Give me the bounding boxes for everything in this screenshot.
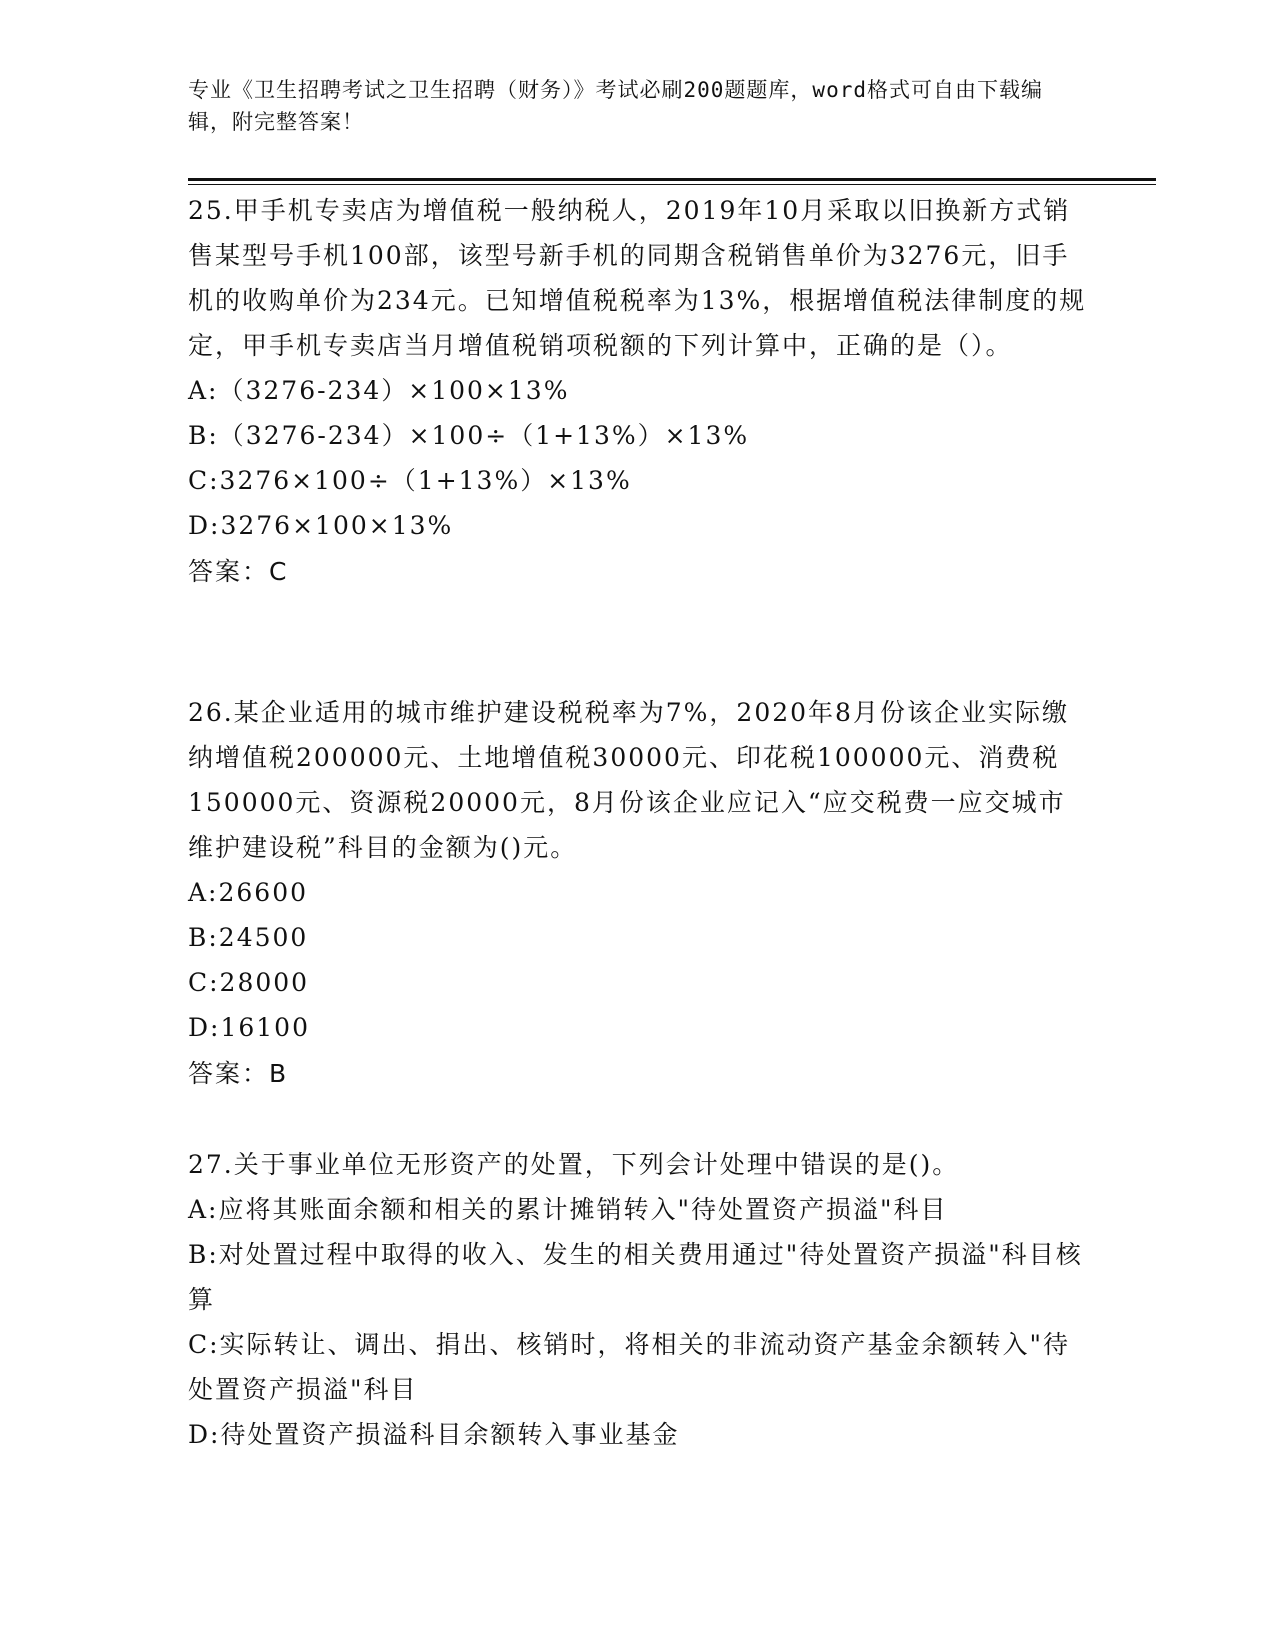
answer-line: 答案：C [188, 557, 289, 586]
option-a: A:应将其账面余额和相关的累计摊销转入"待处置资产损溢"科目 [188, 1195, 948, 1224]
option-a: A:（3276-234）×100×13% [188, 376, 570, 405]
page-header: 专业《卫生招聘考试之卫生招聘（财务）》考试必刷200题题库，word格式可自由下载编辑，附完整答案！ [188, 78, 1043, 134]
option-b: B:对处置过程中取得的收入、发生的相关费用通过"待处置资产损溢"科目核算 [188, 1240, 1083, 1314]
question-25 [188, 188, 1088, 595]
option-b: B:（3276-234）×100÷（1+13%）×13% [188, 421, 750, 450]
question-stem: 27.关于事业单位无形资产的处置，下列会计处理中错误的是()。 [188, 1150, 960, 1179]
option-d: D:待处置资产损溢科目余额转入事业基金 [188, 1420, 680, 1449]
answer-line: 答案：B [188, 1059, 289, 1088]
option-d: D:16100 [188, 1013, 310, 1042]
option-c: C:3276×100÷（1+13%）×13% [188, 466, 632, 495]
question-stem: 26.某企业适用的城市维护建设税税率为7%，2020年8月份该企业实际缴纳增值税200000元、土地增值税30000元、印花税100000元、消费税150000元、资源税20000元，8月份该企业应记入“应交税费一应交城市维护建设税”科目的金额为()元。 [188, 698, 1069, 862]
header-divider-thick [188, 178, 1156, 181]
option-b: B:24500 [188, 923, 309, 952]
option-d: D:3276×100×13% [188, 511, 454, 540]
question-26 [188, 690, 1088, 1097]
option-c: C:实际转让、调出、捐出、核销时，将相关的非流动资产基金余额转入"待处置资产损溢"科目 [188, 1330, 1071, 1404]
header-divider-thin [188, 184, 1156, 185]
option-a: A:26600 [188, 878, 309, 907]
question-stem: 25.甲手机专卖店为增值税一般纳税人，2019年10月采取以旧换新方式销售某型号手机100部，该型号新手机的同期含税销售单价为3276元，旧手机的收购单价为234元。已知增值税税率为13%，根据增值税法律制度的规定，甲手机专卖店当月增值税销项税额的下列计算中，正确的是（）。 [188, 196, 1087, 360]
question-27 [188, 1142, 1088, 1457]
option-c: C:28000 [188, 968, 310, 997]
